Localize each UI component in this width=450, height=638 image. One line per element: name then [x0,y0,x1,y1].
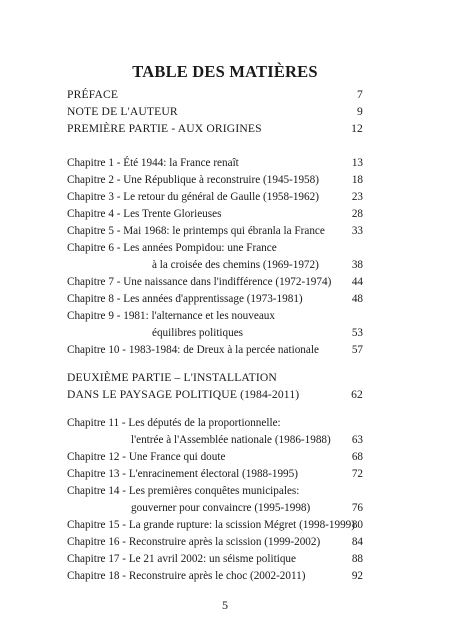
toc-entry-label: NOTE DE L'AUTEUR [67,105,178,118]
toc-entry-label-continuation: à la croisée des chemins (1969-1972) [152,259,319,271]
toc-entry-part2-line1 [67,369,363,386]
toc-page-number: 18 [351,174,363,186]
toc-entry-label: PREMIÈRE PARTIE - AUX ORIGINES [67,122,262,135]
toc-entry-label: Chapitre 4 - Les Trente Glorieuses [67,208,222,220]
toc-page-number: 53 [351,327,363,339]
toc-entry [67,534,363,551]
toc-entry [67,120,363,137]
page-title: TABLE DES MATIÈRES [132,62,318,81]
toc-page-number: 7 [357,88,363,101]
toc-page-number: 12 [351,122,363,135]
part2-title-line1: DEUXIÈME PARTIE – L'INSTALLATION [67,371,277,384]
toc-entry [67,86,363,103]
toc-page-number: 88 [351,553,363,565]
toc-page-number: 33 [351,225,363,237]
toc-entry-label: Chapitre 1 - Été 1944: la France renaît [67,157,239,169]
toc-entry-label: Chapitre 9 - 1981: l'alternance et les nouveaux [67,310,275,322]
toc-entry-label: Chapitre 14 - Les premières conquêtes municipales: [67,485,300,497]
toc-entry [67,172,363,189]
toc-entry-label-continuation: gouverner pour convaincre (1995-1998) [131,502,311,514]
toc-page-number: 48 [351,293,363,305]
toc-entry [67,189,363,206]
part2-chapter-list [67,415,363,585]
part2-page-number: 62 [351,388,363,401]
toc-entry-continuation [67,432,363,449]
toc-entry [67,103,363,120]
toc-page-number: 38 [351,259,363,271]
spacer [67,137,363,155]
table-of-contents [67,86,363,585]
toc-entry-label: Chapitre 13 - L'enracinement électoral (1988-1995) [67,468,298,480]
toc-entry [67,415,363,432]
toc-entry [67,466,363,483]
toc-entry [67,568,363,585]
toc-page-number: 68 [351,451,363,463]
toc-entry-label: Chapitre 18 - Reconstruire après le choc (2002-2011) [67,570,306,582]
toc-entry [67,240,363,257]
spacer [67,359,363,369]
toc-entry-label: Chapitre 8 - Les années d'apprentissage (1973-1981) [67,293,303,305]
toc-page-number: 23 [351,191,363,203]
toc-page-number: 57 [351,344,363,356]
toc-page-number: 72 [351,468,363,480]
toc-entry [67,551,363,568]
toc-page-number: 92 [351,570,363,582]
toc-entry-label-continuation: équilibres politiques [152,327,244,339]
toc-entry-label: Chapitre 11 - Les députés de la proportionnelle: [67,417,281,429]
spacer [67,403,363,415]
toc-entry-label: Chapitre 7 - Une naissance dans l'indifférence (1972-1974) [67,276,332,288]
toc-entry-continuation [67,325,363,342]
toc-page-number: 13 [351,157,363,169]
toc-entry [67,274,363,291]
toc-entry [67,223,363,240]
toc-entry [67,342,363,359]
toc-entry-label: Chapitre 10 - 1983-1984: de Dreux à la percée nationale [67,344,319,356]
toc-entry-label: Chapitre 2 - Une République à reconstruire (1945-1958) [67,174,319,186]
part1-chapter-list [67,155,363,359]
toc-entry [67,206,363,223]
toc-page-number: 44 [351,276,363,288]
toc-entry-part2-line2 [67,386,363,403]
toc-page-number: 28 [351,208,363,220]
toc-entry-label: PRÉFACE [67,88,119,101]
toc-page-number: 76 [351,502,363,514]
toc-entry-label: Chapitre 3 - Le retour du général de Gaulle (1958-1962) [67,191,319,203]
toc-entry [67,517,363,534]
toc-entry [67,449,363,466]
toc-page-number: 63 [351,434,363,446]
toc-entry-label: Chapitre 15 - La grande rupture: la scission Mégret (1998-1999) [67,519,355,531]
toc-entry-label: Chapitre 5 - Mai 1968: le printemps qui ébranla la France [67,225,325,237]
toc-entry [67,291,363,308]
toc-entry-label: Chapitre 16 - Reconstruire après la scission (1999-2002) [67,536,321,548]
part2-title-line2: DANS LE PAYSAGE POLITIQUE (1984-2011) [67,388,300,401]
toc-entry-label: Chapitre 6 - Les années Pompidou: une France [67,242,277,254]
page-number-footer: 5 [222,598,228,612]
toc-page-number: 9 [357,105,363,118]
toc-entry-label: Chapitre 17 - Le 21 avril 2002: un séisme politique [67,553,296,565]
toc-page-number: 80 [351,519,363,531]
toc-entry [67,155,363,172]
toc-entry [67,483,363,500]
toc-entry-label: Chapitre 12 - Une France qui doute [67,451,226,463]
toc-entry [67,308,363,325]
toc-entry-continuation [67,500,363,517]
toc-entry-continuation [67,257,363,274]
front-matter-list [67,86,363,137]
toc-entry-label-continuation: l'entrée à l'Assemblée nationale (1986-1988) [131,434,331,446]
toc-page-number: 84 [351,536,363,548]
